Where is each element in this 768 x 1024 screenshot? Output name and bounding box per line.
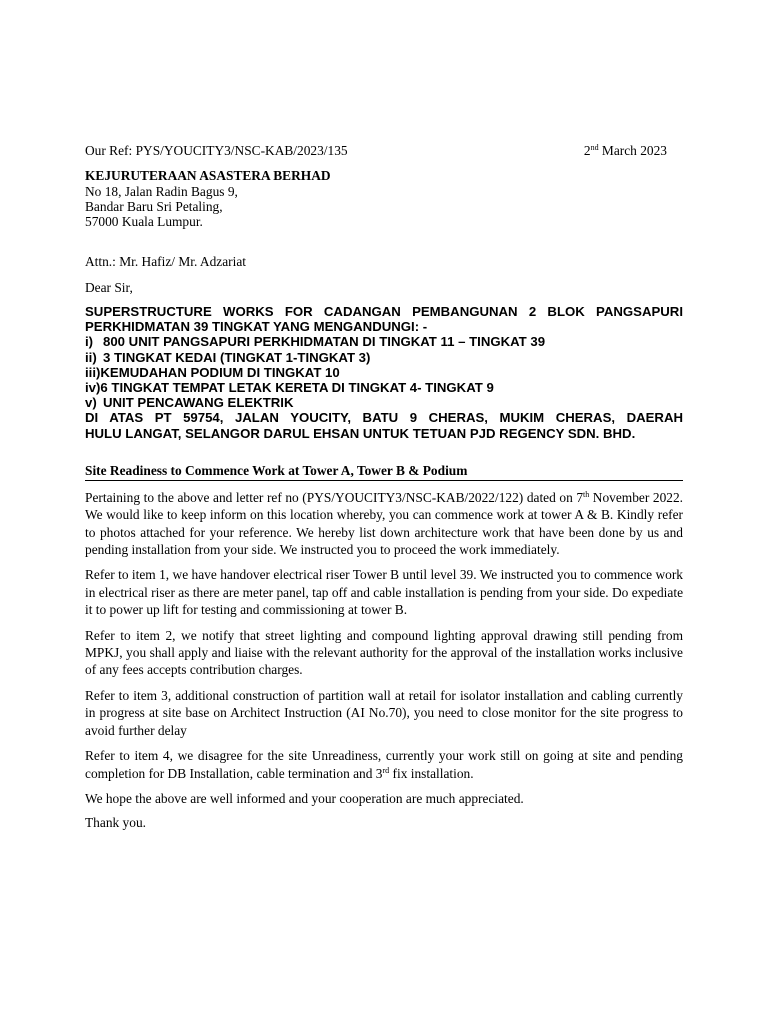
letter-date: 2nd March 2023 <box>583 143 667 158</box>
address-line: Bandar Baru Sri Petaling, <box>85 199 223 214</box>
subject-item: v) UNIT PENCAWANG ELEKTRIK <box>85 395 294 411</box>
paragraph-6: We hope the above are well informed and your cooperation are much appreciated. <box>85 790 524 806</box>
recipient-address <box>85 184 683 229</box>
address-line: No 18, Jalan Radin Bagus 9, <box>85 184 238 199</box>
subject-line: SUPERSTRUCTURE WORKS FOR CADANGAN PEMBANGUNAN 2 BLOK PANGSAPURI <box>85 304 683 319</box>
reference-row <box>85 143 683 159</box>
subject-item: i) 800 UNIT PANGSAPURI PERKHIDMATAN DI TINGKAT 11 – TINGKAT 39 <box>85 334 546 350</box>
subject-item: ii) 3 TINGKAT KEDAI (TINGKAT 1-TINGKAT 3) <box>85 349 371 365</box>
closing: Thank you. <box>85 815 146 831</box>
subject-line: DI ATAS PT 59754, JALAN YOUCITY, BATU 9 CHERAS, MUKIM CHERAS, DAERAH <box>85 410 683 426</box>
recipient-company: KEJURUTERAAN ASASTERA BERHAD <box>85 168 331 183</box>
subject-line: PERKHIDMATAN 39 TINGKAT YANG MENGANDUNGI: - <box>85 319 428 335</box>
paragraph-1: Pertaining to the above and letter ref no (PYS/YOUCITY3/NSC-KAB/2022/122) dated on 7th November 2022. We would like to keep inform on this location whereby, you can commence work at tower A & B. Kindly refer to photos attached for your reference. We hereby list down architecture work that have been done by us and pending installation from your side. We instructed you to proceed the work immediately. <box>85 489 684 558</box>
our-reference: Our Ref: PYS/YOUCITY3/NSC-KAB/2023/135 <box>85 143 348 158</box>
subject-item: iv) 6 TINGKAT TEMPAT LETAK KERETA DI TINGKAT 4- TINGKAT 9 <box>85 380 494 396</box>
attention-line: Attn.: Mr. Hafiz/ Mr. Adzariat <box>85 254 247 269</box>
section-heading: Site Readiness to Commence Work at Tower A, Tower B & Podium <box>85 463 683 481</box>
paragraph-3: Refer to item 2, we notify that street lighting and compound lighting approval drawing still pending from MPKJ, you shall apply and liaise with the relevant authority for the approval of the installation works inclusive of any fees accepts contribution charges. <box>85 627 683 678</box>
paragraph-4: Refer to item 3, additional construction of partition wall at retail for isolator installation and cabling currently in progress at site base on Architect Instruction (AI No.70), you need to close monitor for the site progress to avoid further delay <box>85 687 683 738</box>
paragraph-5: Refer to item 4, we disagree for the site Unreadiness, currently your work still on going at site and pending completion for DB Installation, cable termination and 3rd fix installation. <box>85 748 683 781</box>
subject-line: HULU LANGAT, SELANGOR DARUL EHSAN UNTUK TETUAN PJD REGENCY SDN. BHD. <box>85 425 636 441</box>
paragraph-2: Refer to item 1, we have handover electrical riser Tower B until level 39. We instructed you to commence work in electrical riser as there are meter panel, tap off and cable installation is pending from your side. Do expediate it to power up lift for testing and commissioning at tower B. <box>85 567 684 618</box>
subject-block <box>85 304 683 441</box>
salutation: Dear Sir, <box>85 280 133 295</box>
letter-page <box>85 143 683 831</box>
address-line: 57000 Kuala Lumpur. <box>85 214 203 229</box>
subject-item: iii) KEMUDAHAN PODIUM DI TINGKAT 10 <box>85 364 340 380</box>
